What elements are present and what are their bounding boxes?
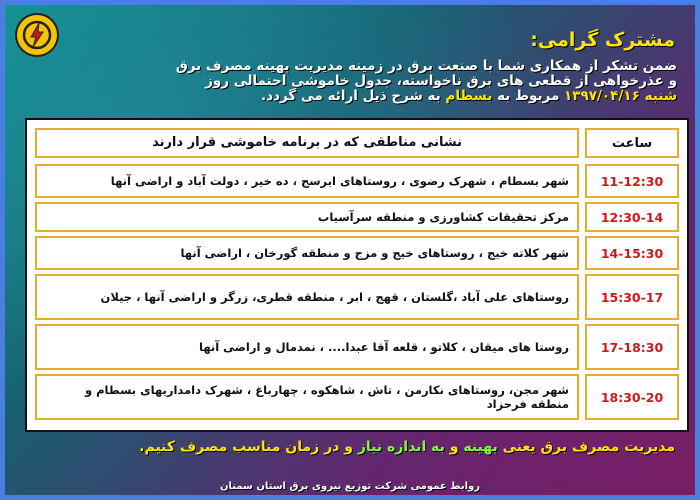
table-header-row xyxy=(35,128,679,158)
intro-paragraph xyxy=(11,59,677,104)
lightning-icon xyxy=(17,15,57,55)
row-time xyxy=(585,236,679,270)
row-area: روستا های میقان ، کلاتو ، قلعه آقا عبدا.... ، نمدمال و اراضی آنها xyxy=(35,324,579,370)
time-range: 15:30-17 xyxy=(600,289,664,305)
row-area: مرکز تحقیقات کشاورزی و منطقه سرآسیاب xyxy=(35,202,579,232)
table-row xyxy=(35,164,679,198)
table-row xyxy=(35,324,679,370)
time-range: 18:30-20 xyxy=(600,389,664,405)
table-row xyxy=(35,202,679,232)
row-time xyxy=(585,324,679,370)
intro-mid: مربوط به xyxy=(497,88,560,104)
time-range: 11-12:30 xyxy=(600,173,664,189)
intro-date: ۱۳۹۷/۰۴/۱۶ xyxy=(564,88,640,104)
slogan-and-1: و xyxy=(449,439,459,455)
slogan-optimal: بهینه xyxy=(463,439,498,455)
intro-line-1: ضمن تشکر از همکاری شما با صنعت برق در زمینه مدیریت بهینه مصرف برق xyxy=(175,58,677,74)
row-area: شهر بسطام ، شهرک رضوی ، روستاهای ابرسج ، ده خیر ، دولت آباد و اراضی آنها xyxy=(35,164,579,198)
row-time xyxy=(585,202,679,232)
consumption-slogan xyxy=(15,439,675,455)
row-area: شهر کلاته خیج ، روستاهای خیج و مزج و منطقه گورخان ، اراضی آنها xyxy=(35,236,579,270)
header-time: ساعت xyxy=(585,128,679,158)
power-company-logo xyxy=(17,15,57,55)
row-area: روستاهای علی آباد ،گلستان ، قهج ، ابر ، منطقه قطری، زرگر و اراضی آنها ، جیلان xyxy=(35,274,579,320)
table-row xyxy=(35,274,679,320)
row-time xyxy=(585,274,679,320)
time-range: 14-15:30 xyxy=(600,245,664,261)
row-area: شهر مجن، روستاهای نکارمن ، تاش ، شاهکوه ، چهارباغ ، شهرک دامداریهای بسطام و منطقه فرحزاد xyxy=(35,374,579,420)
header-area: نشانی مناطقی که در برنامه خاموشی قرار دارند xyxy=(35,128,579,158)
intro-line-2: و عذرخواهی از قطعی های برق ناخواسته، جدول خاموشی احتمالی روز xyxy=(205,73,677,89)
organization-credit: روابط عمومی شرکت توزیع نیروی برق استان سمنان xyxy=(219,481,481,492)
intro-end: به شرح ذیل ارائه می گردد. xyxy=(260,88,441,104)
table-row xyxy=(35,374,679,420)
slogan-as-needed: به اندازه نیاز xyxy=(357,439,445,455)
table-row xyxy=(35,236,679,270)
time-range: 12:30-14 xyxy=(600,209,664,225)
time-range: 17-18:30 xyxy=(600,339,664,355)
greeting-title: مشترک گرامی: xyxy=(530,29,675,51)
intro-line-3 xyxy=(11,89,677,104)
intro-city: بسطام xyxy=(445,88,493,104)
outage-schedule-table xyxy=(25,118,689,432)
intro-day: شنبه xyxy=(644,88,677,104)
slogan-part-5: و در زمان مناسب مصرف کنیم. xyxy=(139,439,353,455)
row-time xyxy=(585,164,679,198)
slogan-part-1: مدیریت مصرف برق یعنی xyxy=(502,439,675,455)
row-time xyxy=(585,374,679,420)
